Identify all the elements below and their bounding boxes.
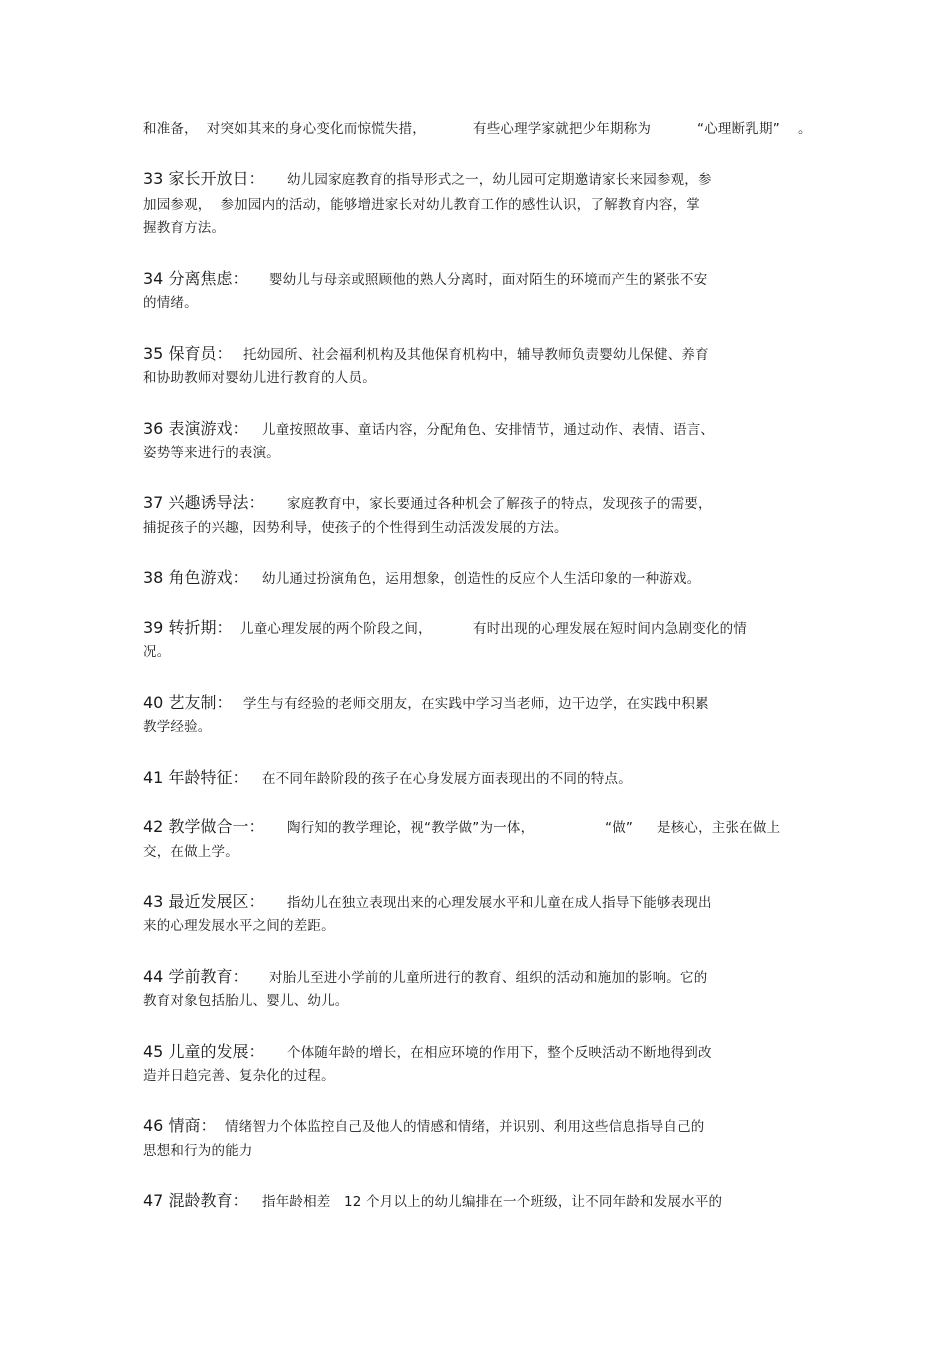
entry-term: 46 情商： xyxy=(143,1116,217,1135)
intro-text-part2: 有些心理学家就把少年期称为 xyxy=(473,121,652,137)
entry-definition-continued: 握教育方法。 xyxy=(143,220,226,236)
entry-definition: “做” xyxy=(605,820,634,836)
entry-term: 44 学前教育： xyxy=(143,967,249,986)
entry-definition: 在不同年龄阶段的孩子在心身发展方面表现出的不同的特点。 xyxy=(262,771,632,787)
entry-definition: 幼儿园家庭教育的指导形式之一，幼儿园可定期邀请家长来园参观，参 xyxy=(287,172,712,188)
entry-term: 35 保育员： xyxy=(143,344,233,363)
entry-definition: 儿童心理发展的两个阶段之间， xyxy=(240,621,432,637)
entry-definition: 幼儿通过扮演角色，运用想象，创造性的反应个人生活印象的一种游戏。 xyxy=(262,571,701,587)
intro-text-part4: 。 xyxy=(798,121,812,137)
intro-text-part1: 和准备， 对突如其来的身心变化而惊慌失措， xyxy=(143,121,426,137)
entry-definition-continued: 造并日趋完善、复杂化的过程。 xyxy=(143,1068,335,1084)
entry-definition: 家庭教育中，家长要通过各种机会了解孩子的特点，发现孩子的需要， xyxy=(287,496,712,512)
entry-definition-continued: 来的心理发展水平之间的差距。 xyxy=(143,918,335,934)
entry-definition: 对胎儿至进小学前的儿童所进行的教育、组织的活动和施加的影响。它的 xyxy=(269,970,708,986)
entry-definition-continued: 捕捉孩子的兴趣，因势利导，使孩子的个性得到生动活泼发展的方法。 xyxy=(143,520,568,536)
entry-definition: 指年龄相差 12 个月以上的幼儿编排在一个班级，让不同年龄和发展水平的 xyxy=(262,1194,723,1210)
entry-definition: 婴幼儿与母亲或照顾他的熟人分离时，面对陌生的环境而产生的紧张不安 xyxy=(269,272,708,288)
entry-definition: 陶行知的教学理论，视“教学做”为一体， xyxy=(287,820,535,836)
entry-term: 34 分离焦虑： xyxy=(143,269,249,288)
entry-term: 40 艺友制： xyxy=(143,693,233,712)
entry-definition: 有时出现的心理发展在短时间内急剧变化的情 xyxy=(473,621,747,637)
intro-text-part3: “心理断乳期” xyxy=(697,121,780,137)
entry-definition: 学生与有经验的老师交朋友，在实践中学习当老师，边干边学，在实践中积累 xyxy=(243,696,709,712)
entry-definition-continued: 的情绪。 xyxy=(143,295,198,311)
entry-definition: 指幼儿在独立表现出来的心理发展水平和儿童在成人指导下能够表现出 xyxy=(287,895,712,911)
entry-definition: 情绪智力个体监控自己及他人的情感和情绪，并识别、利用这些信息指导自己的 xyxy=(225,1119,705,1135)
entry-term: 47 混龄教育： xyxy=(143,1191,249,1210)
entry-definition-continued: 况。 xyxy=(143,644,171,660)
entry-term: 39 转折期： xyxy=(143,618,233,637)
entry-definition-continued: 姿势等来进行的表演。 xyxy=(143,445,280,461)
entry-term: 37 兴趣诱导法： xyxy=(143,493,265,512)
entry-term: 45 儿童的发展： xyxy=(143,1042,265,1061)
entry-term: 42 教学做合一： xyxy=(143,817,265,836)
entry-definition-continued: 教育对象包括胎儿、婴儿、幼儿。 xyxy=(143,993,349,1009)
entry-term: 43 最近发展区： xyxy=(143,892,265,911)
entry-term: 41 年龄特征： xyxy=(143,768,249,787)
entry-definition: 是核心，主张在做上 xyxy=(657,820,781,836)
entry-definition-continued: 思想和行为的能力 xyxy=(143,1143,253,1159)
entry-definition: 托幼园所、社会福利机构及其他保育机构中，辅导教师负责婴幼儿保健、养育 xyxy=(243,347,709,363)
entry-definition: 儿童按照故事、童话内容，分配角色、安排情节，通过动作、表情、语言、 xyxy=(262,422,715,438)
entry-definition: 个体随年龄的增长，在相应环境的作用下，整个反映活动不断地得到改 xyxy=(287,1045,712,1061)
entry-definition-continued: 教学经验。 xyxy=(143,719,212,735)
entry-term: 33 家长开放日： xyxy=(143,169,265,188)
entry-term: 36 表演游戏： xyxy=(143,419,249,438)
entry-term: 38 角色游戏： xyxy=(143,568,249,587)
entry-definition-continued: 加园参观， 参加园内的活动，能够增进家长对幼儿教育工作的感性认识，了解教育内容，掌 xyxy=(143,197,700,213)
entry-definition-continued: 和协助教师对婴幼儿进行教育的人员。 xyxy=(143,370,376,386)
entry-definition-continued: 交，在做上学。 xyxy=(143,844,239,860)
